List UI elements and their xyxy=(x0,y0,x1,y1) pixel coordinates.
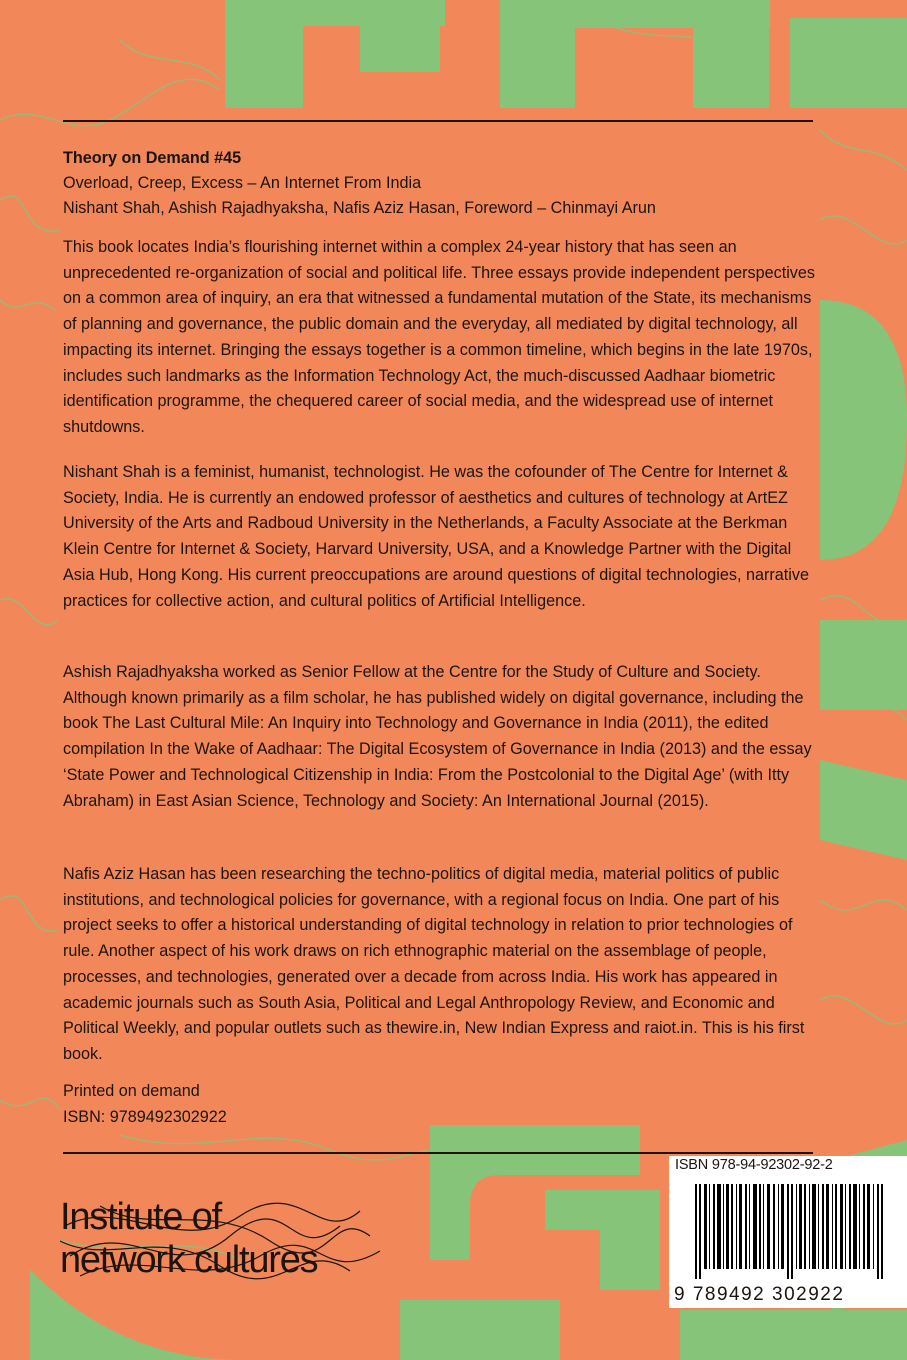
top-divider xyxy=(63,120,813,122)
logo-line-1: Institute of xyxy=(60,1196,221,1238)
bio-rajadhyaksha: Ashish Rajadhyaksha worked as Senior Fellow at the Centre for the Study of Culture and Society. Although known primarily as a film scholar, he has published widely on digital governance, including the book The Last Cultural Mile: An Inquiry into Technology and Governance in India (2011), the edited compilation In the Wake of Aadhaar: The Digital Ecosystem of Governance in India (2013) and the essay ‘State Power and Technological Citizenship in India: From the Postcolonial to the Digital Age’ (with Itty Abraham) in East Asian Science, Technology and Society: An International Journal (2015). xyxy=(63,663,812,810)
print-info xyxy=(63,1078,227,1130)
barcode-bars xyxy=(695,1184,895,1279)
logo-scribble-graphic xyxy=(60,1196,400,1296)
bottom-divider xyxy=(63,1152,813,1154)
bio-shah: Nishant Shah is a feminist, humanist, technologist. He was the cofounder of The Centre for Internet & Society, India. He is currently an endowed professor of aesthetics and cultures of technology at ArtEZ University of the Arts and Radboud University in the Netherlands, a Faculty Associate at the Berkman Klein Centre for Internet & Society, Harvard University, USA, and a Knowledge Partner with the Digital Asia Hub, Hong Kong. His current preoccupations are around questions of digital technologies, narrative practices for collective action, and cultural politics of Artificial Intelligence. xyxy=(63,463,809,610)
barcode xyxy=(669,1156,907,1308)
barcode-number: 9 789492 302922 xyxy=(674,1284,845,1305)
book-authors: Nishant Shah, Ashish Rajadhyaksha, Nafis Aziz Hasan, Foreword – Chinmayi Arun xyxy=(63,199,656,217)
inc-logo xyxy=(60,1196,400,1296)
logo-line-2: network cultures xyxy=(60,1239,318,1281)
barcode-isbn-label: ISBN 978-94-92302-92-2 xyxy=(675,1157,833,1173)
bio-hasan: Nafis Aziz Hasan has been researching the techno-politics of digital media, material politics of public institutions, and technological policies for governance, with a regional focus on India. One part of his project seeks to offer a historical understanding of digital technology in relation to prior technologies of rule. Another aspect of his work draws on rich ethnographic material on the assemblage of people, processes, and technologies, generated over a decade from across India. His work has appeared in academic journals such as South Asia, Political and Legal Anthropology Review, and Economic and Political Weekly, and popular outlets such as thewire.in, New Indian Express and raiot.in. This is his first book. xyxy=(63,865,805,1063)
printed-on-demand: Printed on demand xyxy=(63,1082,200,1100)
header-block xyxy=(63,146,815,221)
book-blurb: This book locates India’s flourishing internet within a complex 24-year history that has seen an unprecedented re-organization of social and political life. Three essays provide independent perspectives on a common area of inquiry, an era that witnessed a fundamental mutation of the State, its mechanisms of planning and governance, the public domain and the everyday, all mediated by digital technology, all impacting its internet. Bringing the essays together is a common timeline, which begins in the late 1970s, includes such landmarks as the Information Technology Act, the much-discussed Aadhaar biometric identification programme, the chequered career of social media, and the widespread use of internet shutdowns. xyxy=(63,238,815,436)
isbn-line: ISBN: 9789492302922 xyxy=(63,1108,227,1126)
series-title: Theory on Demand #45 xyxy=(63,149,242,167)
book-title: Overload, Creep, Excess – An Internet From India xyxy=(63,174,422,192)
